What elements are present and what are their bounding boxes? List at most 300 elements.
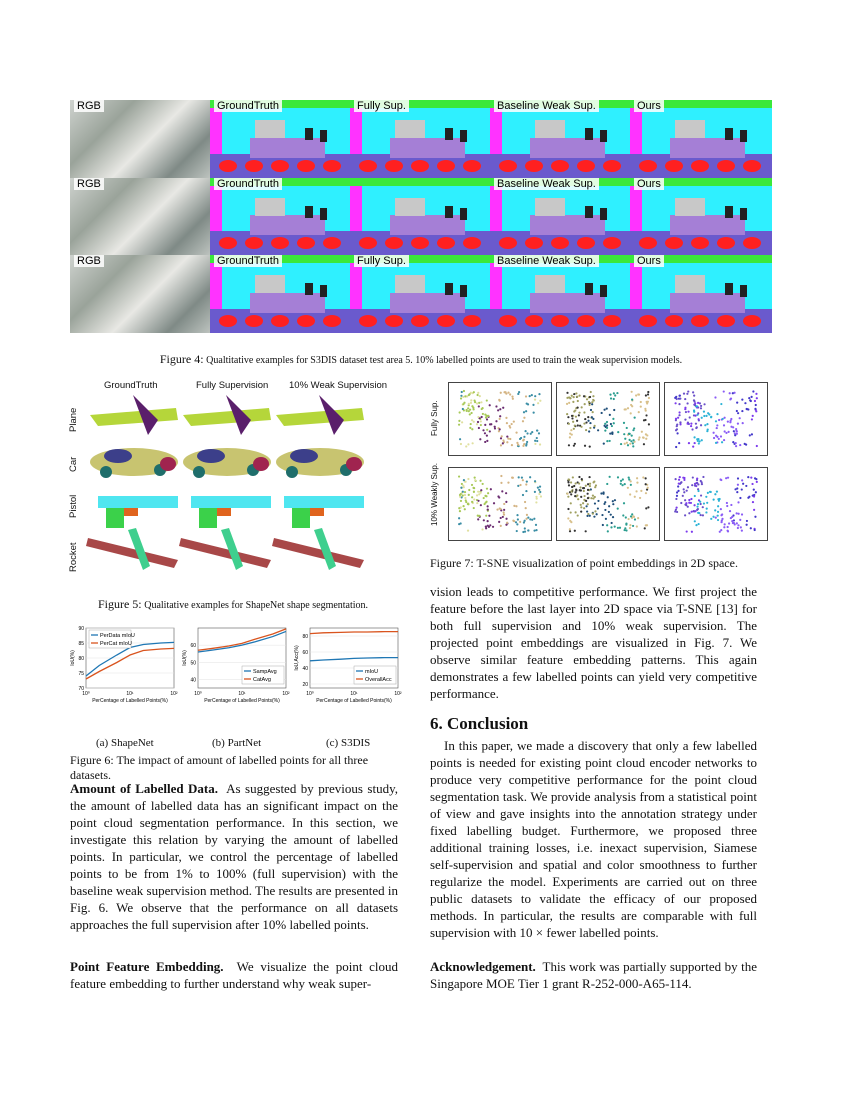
para-feature-text: We visualize the point cloud feature embedding to further understand why weak super-	[70, 959, 398, 991]
tsne-point	[616, 392, 618, 394]
tsne-point	[526, 402, 528, 404]
window-region	[585, 206, 593, 218]
chair-region	[603, 160, 621, 172]
tsne-point	[458, 475, 460, 477]
tsne-point	[502, 442, 504, 444]
segmentation-image	[490, 178, 630, 255]
tsne-point	[606, 440, 608, 442]
tsne-point	[719, 531, 721, 533]
para-conclusion: In this paper, we made a discovery that only a few labelled points is needed for existing point cloud encoder networks to produce very competitive performance for the point cloud segmentation task. We provide analysis from a statistical point of view and gave insights into the annotation strategy under fixed labelling budget. Furthermore, we proposed three additional training losses, i.e. inexact supervision, Siamese self-supervision and spatial and color smoothness to further regularize the model. Experiments are carried out on three public datasets to validate the efficacy of our proposed methods. In particular, the results are comparable with full supervision with 10 × fewer labelled points.	[430, 738, 757, 940]
tsne-point	[468, 494, 470, 496]
tsne-point	[716, 491, 718, 493]
tsne-point	[538, 489, 540, 491]
tsne-point	[735, 442, 737, 444]
tsne-point	[505, 417, 507, 419]
x-tick-label: 10²	[170, 691, 178, 697]
tsne-point	[518, 476, 520, 478]
chair-region	[577, 315, 595, 327]
tsne-point	[502, 439, 504, 441]
tsne-point	[583, 487, 585, 489]
tsne-point	[746, 520, 748, 522]
tsne-point	[568, 402, 570, 404]
rgb-image	[70, 100, 210, 178]
tsne-point	[509, 393, 511, 395]
tsne-point	[526, 432, 528, 434]
tsne-point	[697, 402, 699, 404]
tsne-point	[578, 482, 580, 484]
x-tick-label: 10⁰	[194, 691, 202, 697]
tsne-point	[521, 477, 523, 479]
tsne-point	[609, 393, 611, 395]
tsne-point	[463, 390, 465, 392]
tsne-point	[533, 411, 535, 413]
tsne-point	[638, 394, 640, 396]
tsne-point	[680, 502, 682, 504]
tsne-point	[675, 478, 677, 480]
tsne-point	[477, 500, 479, 502]
tsne-point	[636, 482, 638, 484]
tsne-point	[751, 483, 753, 485]
tsne-point	[720, 435, 722, 437]
tsne-point	[594, 502, 596, 504]
tsne-point	[744, 402, 746, 404]
fig4-cell-label: GroundTruth	[214, 178, 282, 190]
chair-region	[665, 160, 683, 172]
fig6-panel-0	[70, 626, 178, 704]
tsne-point	[603, 425, 605, 427]
tsne-point	[683, 488, 685, 490]
tsne-point	[590, 391, 592, 393]
tsne-point	[613, 392, 615, 394]
tsne-point	[592, 395, 594, 397]
tsne-point	[477, 416, 479, 418]
tsne-point	[678, 411, 680, 413]
tsne-point	[745, 444, 747, 446]
tsne-point	[682, 495, 684, 497]
tsne-point	[725, 477, 727, 479]
tsne-point	[731, 516, 733, 518]
ack-head: Acknowledgement.	[430, 959, 536, 974]
tsne-point	[699, 440, 701, 442]
tsne-point	[630, 440, 632, 442]
tsne-point	[748, 496, 750, 498]
tsne-point	[631, 391, 633, 393]
tsne-point	[458, 424, 460, 426]
tsne-point	[741, 399, 743, 401]
tsne-point	[623, 422, 625, 424]
tsne-point	[591, 416, 593, 418]
tsne-point	[645, 524, 647, 526]
figure-6-charts	[66, 622, 406, 728]
chair-region	[437, 315, 455, 327]
tsne-point	[613, 398, 615, 400]
tsne-point	[498, 399, 500, 401]
tsne-point	[697, 503, 699, 505]
tsne-point	[692, 391, 694, 393]
tsne-point	[468, 394, 470, 396]
tsne-point	[683, 393, 685, 395]
tsne-point	[529, 395, 531, 397]
tsne-point	[717, 511, 719, 513]
tsne-point	[627, 518, 629, 520]
tsne-point	[728, 522, 730, 524]
tsne-point	[737, 484, 739, 486]
chair-region	[551, 160, 569, 172]
chair-region	[551, 237, 569, 249]
tsne-point	[679, 476, 681, 478]
tsne-point	[639, 497, 641, 499]
tsne-point	[733, 430, 735, 432]
tsne-point	[503, 503, 505, 505]
window-region	[725, 206, 733, 218]
tsne-point	[713, 432, 715, 434]
tsne-point	[727, 421, 729, 423]
tsne-point	[739, 497, 741, 499]
tsne-point	[524, 531, 526, 533]
tsne-point	[461, 391, 463, 393]
tsne-point	[503, 391, 505, 393]
tsne-point	[605, 518, 607, 520]
tsne-point	[572, 476, 574, 478]
tsne-point	[467, 529, 469, 531]
tsne-point	[577, 400, 579, 402]
tsne-point	[628, 478, 630, 480]
tsne-point	[620, 480, 622, 482]
table-region	[670, 215, 745, 235]
tsne-point	[606, 408, 608, 410]
car-roof	[104, 449, 132, 463]
fig4-cell-label: GroundTruth	[214, 255, 282, 267]
tsne-point	[473, 391, 475, 393]
tsne-point	[585, 505, 587, 507]
tsne-point	[617, 431, 619, 433]
tsne-point	[507, 482, 509, 484]
figure-5-label: Figure 5:	[97, 597, 142, 611]
tsne-point	[687, 390, 689, 392]
tsne-point	[629, 493, 631, 495]
y-tick-label: 80	[302, 634, 308, 640]
tsne-point	[678, 403, 680, 405]
tsne-point	[627, 487, 629, 489]
tsne-points	[665, 383, 767, 455]
tsne-point	[571, 486, 573, 488]
board-region	[255, 275, 285, 293]
tsne-point	[467, 503, 469, 505]
tsne-point	[589, 483, 591, 485]
tsne-point	[602, 491, 604, 493]
tsne-point	[617, 476, 619, 478]
tsne-point	[698, 418, 700, 420]
y-tick-label: 85	[78, 641, 84, 647]
tsne-point	[474, 479, 476, 481]
tsne-point	[531, 431, 533, 433]
tsne-point	[748, 397, 750, 399]
tsne-point	[716, 427, 718, 429]
tsne-point	[476, 394, 478, 396]
tsne-point	[690, 425, 692, 427]
tsne-point	[597, 507, 599, 509]
tsne-point	[589, 427, 591, 429]
tsne-point	[749, 434, 751, 436]
tsne-point	[490, 488, 492, 490]
board-region	[255, 120, 285, 138]
fig6-sub-b: (b) PartNet	[212, 737, 262, 749]
y-tick-label: 75	[78, 671, 84, 677]
tsne-point	[629, 433, 631, 435]
tsne-point	[498, 521, 500, 523]
chair-region	[463, 237, 481, 249]
tsne-point	[630, 404, 632, 406]
tsne-point	[696, 506, 698, 508]
chair-region	[499, 315, 517, 327]
tsne-point	[635, 490, 637, 492]
tsne-point	[480, 492, 482, 494]
tsne-point	[587, 489, 589, 491]
tsne-point	[460, 487, 462, 489]
tsne-point	[684, 514, 686, 516]
tsne-point	[580, 426, 582, 428]
tsne-point	[592, 411, 594, 413]
tsne-point	[717, 519, 719, 521]
tsne-point	[464, 497, 466, 499]
tsne-point	[530, 433, 532, 435]
tsne-point	[468, 410, 470, 412]
chair-region	[437, 160, 455, 172]
chair-region	[525, 160, 543, 172]
tsne-point	[486, 440, 488, 442]
tsne-point	[476, 402, 478, 404]
rgb-image	[70, 255, 210, 333]
tsne-point	[715, 442, 717, 444]
tsne-point	[566, 413, 568, 415]
tsne-point	[479, 480, 481, 482]
fig5-row-plane: Plane	[68, 407, 79, 432]
tsne-point	[574, 495, 576, 497]
fig4-cell-label: Ours	[634, 178, 664, 190]
chair-region	[639, 160, 657, 172]
tsne-point	[462, 408, 464, 410]
tsne-point	[682, 477, 684, 479]
tsne-point	[703, 502, 705, 504]
tsne-point	[485, 527, 487, 529]
window-region	[320, 208, 327, 220]
tsne-point	[570, 502, 572, 504]
tsne-point	[613, 409, 615, 411]
tsne-point	[587, 483, 589, 485]
tsne-point	[485, 501, 487, 503]
tsne-point	[472, 442, 474, 444]
tsne-point	[519, 484, 521, 486]
board-region	[395, 120, 425, 138]
tsne-point	[471, 496, 473, 498]
tsne-point	[752, 501, 754, 503]
tsne-point	[741, 479, 743, 481]
tsne-point	[724, 430, 726, 432]
tsne-point	[638, 439, 640, 441]
car-wheel	[286, 466, 298, 478]
window-region	[740, 130, 747, 142]
chair-region	[297, 160, 315, 172]
window-region	[725, 283, 733, 295]
chair-region	[411, 237, 429, 249]
tsne-point	[588, 476, 590, 478]
chair-region	[245, 160, 263, 172]
tsne-point	[496, 508, 498, 510]
fig4-cell-label: Ours	[634, 255, 664, 267]
tsne-point	[624, 408, 626, 410]
tsne-point	[627, 407, 629, 409]
tsne-point	[478, 493, 480, 495]
tsne-point	[689, 416, 691, 418]
tsne-point	[734, 434, 736, 436]
tsne-point	[714, 493, 716, 495]
tsne-point	[512, 477, 514, 479]
tsne-point	[503, 514, 505, 516]
tsne-point	[571, 415, 573, 417]
tsne-point	[740, 526, 742, 528]
tsne-point	[625, 524, 627, 526]
y-tick-label: 90	[78, 626, 84, 632]
x-axis-label: PerCentage of Labelled Points(%)	[204, 698, 280, 704]
window-region	[585, 283, 593, 295]
tsne-point	[534, 399, 536, 401]
pistol-grip	[106, 508, 124, 528]
tsne-point	[715, 517, 717, 519]
tsne-point	[644, 527, 646, 529]
tsne-point	[676, 423, 678, 425]
tsne-point	[478, 402, 480, 404]
tsne-panel	[664, 467, 768, 541]
tsne-point	[473, 491, 475, 493]
tsne-point	[480, 504, 482, 506]
fig4-cell-label: GroundTruth	[214, 100, 282, 112]
tsne-point	[492, 526, 494, 528]
fig5-row-rocket: Rocket	[68, 542, 79, 572]
x-tick-label: 10²	[394, 691, 402, 697]
chair-region	[743, 160, 761, 172]
tsne-point	[645, 492, 647, 494]
tsne-point	[607, 496, 609, 498]
tsne-point	[593, 399, 595, 401]
tsne-point	[505, 501, 507, 503]
tsne-point	[610, 423, 612, 425]
tsne-point	[482, 483, 484, 485]
chair-region	[639, 315, 657, 327]
x-tick-label: 10²	[282, 691, 290, 697]
tsne-point	[471, 501, 473, 503]
car-roof	[290, 449, 318, 463]
tsne-point	[640, 405, 642, 407]
tsne-point	[622, 514, 624, 516]
tsne-point	[535, 524, 537, 526]
tsne-point	[477, 491, 479, 493]
tsne-point	[687, 506, 689, 508]
rocket-body	[272, 538, 364, 568]
tsne-point	[691, 484, 693, 486]
tsne-point	[613, 422, 615, 424]
tsne-point	[676, 507, 678, 509]
fig5-header-weak: 10% Weak Supervision	[289, 380, 388, 391]
tsne-point	[477, 421, 479, 423]
chair-region	[551, 315, 569, 327]
tsne-point	[712, 516, 714, 518]
tsne-point	[737, 477, 739, 479]
chair-region	[665, 315, 683, 327]
tsne-point	[586, 510, 588, 512]
para-feature-head: Point Feature Embedding.	[70, 959, 224, 974]
wall-region	[630, 263, 642, 309]
tsne-point	[566, 397, 568, 399]
tsne-point	[540, 495, 542, 497]
tsne-point	[592, 418, 594, 420]
tsne-point	[462, 491, 464, 493]
tsne-point	[723, 390, 725, 392]
tsne-point	[730, 504, 732, 506]
tsne-point	[745, 485, 747, 487]
tsne-point	[612, 418, 614, 420]
tsne-point	[580, 496, 582, 498]
tsne-point	[523, 417, 525, 419]
tsne-point	[695, 482, 697, 484]
plane-body	[276, 408, 364, 426]
tsne-point	[702, 514, 704, 516]
tsne-point	[524, 501, 526, 503]
tsne-point	[500, 517, 502, 519]
tsne-points	[665, 468, 767, 540]
tsne-point	[609, 432, 611, 434]
tsne-point	[647, 391, 649, 393]
para-amount-labelled	[70, 780, 398, 933]
tsne-point	[567, 517, 569, 519]
tsne-point	[571, 395, 573, 397]
tsne-point	[683, 479, 685, 481]
tsne-point	[537, 402, 539, 404]
tsne-point	[603, 503, 605, 505]
tsne-point	[584, 403, 586, 405]
tsne-point	[632, 439, 634, 441]
tsne-point	[713, 437, 715, 439]
y-tick-label: 60	[190, 643, 196, 650]
tsne-point	[742, 422, 744, 424]
tsne-point	[624, 483, 626, 485]
ack-text: This work was partially supported by the Singapore MOE Tier 1 grant R-252-000-A65-114.	[430, 959, 758, 991]
tsne-point	[497, 409, 499, 411]
tsne-point	[479, 395, 481, 397]
chair-region	[577, 237, 595, 249]
tsne-point	[583, 495, 585, 497]
tsne-point	[693, 394, 695, 396]
tsne-point	[473, 498, 475, 500]
car-hood	[253, 457, 269, 471]
tsne-point	[676, 495, 678, 497]
tsne-point	[465, 499, 467, 501]
pistol-trigger	[310, 508, 324, 516]
pistol-grip	[292, 508, 310, 528]
tsne-point	[690, 423, 692, 425]
tsne-point	[467, 478, 469, 480]
wall-region	[210, 263, 222, 309]
tsne-point	[495, 420, 497, 422]
tsne-point	[697, 412, 699, 414]
tsne-point	[710, 416, 712, 418]
tsne-point	[578, 394, 580, 396]
tsne-point	[478, 515, 480, 517]
tsne-point	[534, 440, 536, 442]
chair-region	[525, 315, 543, 327]
tsne-point	[678, 482, 680, 484]
tsne-point	[579, 489, 581, 491]
tsne-point	[473, 408, 475, 410]
